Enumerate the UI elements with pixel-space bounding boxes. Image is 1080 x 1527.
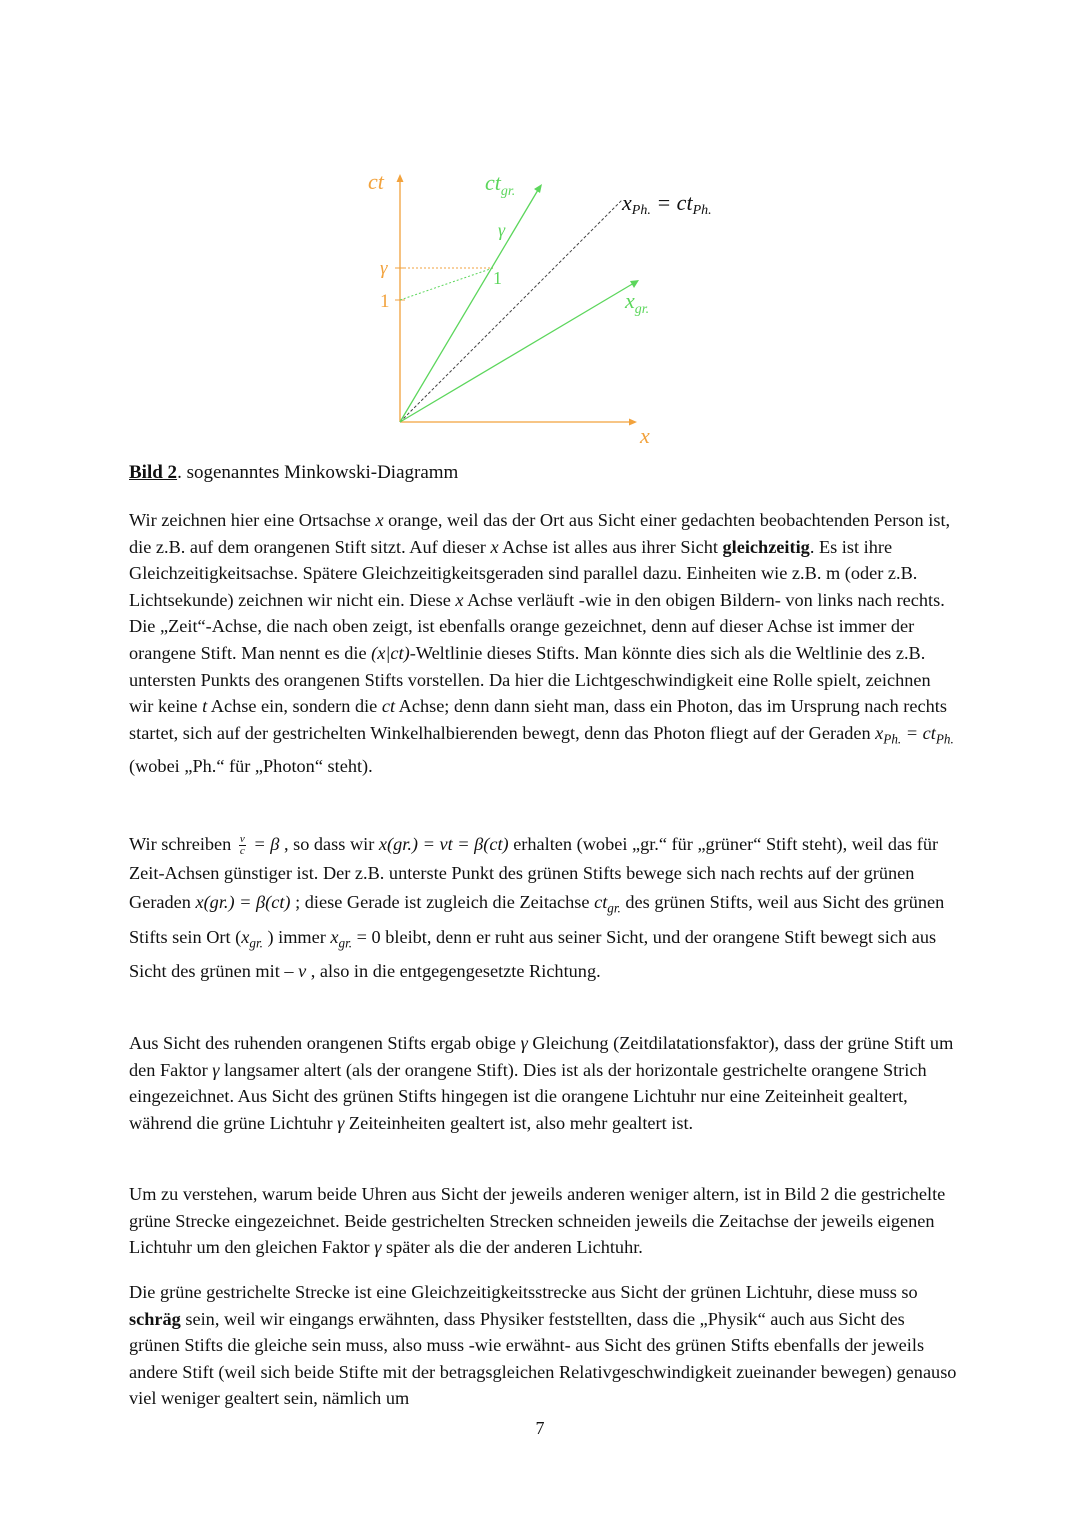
- gamma-axis-label: γ: [380, 258, 388, 279]
- paragraph-5: Die grüne gestrichelte Strecke ist eine Gleichzeitigkeitsstrecke aus Sicht der grünen Lichtuhr, diese muss so schräg sein, weil wir eingangs erwähnten, dass Physiker feststellten, dass die „Physik“ auch aus Sicht des grünen Stifts die gleiche sein muss, also muss -wie erwähnt- aus Sicht des grünen Stifts ebenfalls der jeweils andere Stift (weil sich beide Stifte mit der betragsgleichen Relativgeschwindigkeit zueinander bewegen) genauso viel weniger gealtert sein, nämlich um: [129, 1282, 957, 1409]
- ct-gr-label: $ct_{gr.}$: [485, 170, 516, 199]
- minkowski-diagram: [340, 160, 760, 450]
- figure-number: Bild 2: [129, 462, 178, 483]
- x-label: x: [640, 423, 650, 448]
- one-line-label: 1: [493, 268, 502, 288]
- fraction-v-over-c: $\frac{v}{c}$: [239, 833, 245, 858]
- x-gr-label: $x_{gr.}$: [625, 288, 650, 317]
- photon-line: [400, 200, 622, 422]
- x-axis-arrow: [629, 419, 637, 426]
- figure-caption: [129, 462, 458, 484]
- paragraph-1: Wir zeichnen hier eine Ortsachse x orange, weil das der Ort aus Sicht einer gedachten beobachtenden Person ist, die z.B. auf dem orangenen Stift sitzt. Auf dieser x Achse ist alles aus ihrer Sicht gleichzeitig. Es ist ihre Gleichzeitigkeitsachse. Spätere Gleichzeitigkeitsgeraden sind parallel dazu. Einheiten wie z.B. m (oder z.B. Lichtsekunde) zeichnen wir nicht ein. Diese x Achse verläuft -wie in den obigen Bildern- von links nach rechts. Die „Zeit“-Achse, die nach oben zeigt, ist ebenfalls orange gezeichnet, denn auf dieser Achse ist immer der orangene Stift. Man nennt es die (x|ct)-Weltlinie dieses Stifts. Man könnte dies sich als die Weltlinie des z.B. untersten Punkts des orangenen Stifts vorstellen. Da hier die Lichtgeschwindigkeit eine Rolle spielt, zeichnen wir keine t Achse ein, sondern die ct Achse; denn dann sieht man, dass ein Photon, das im Ursprung nach rechts startet, sich auf der gestrichelten Winkelhalbierenden bewegt, denn das Photon fliegt auf der Geraden $x_{Ph.} = ct_{Ph.}$ (wobei „Ph.“ für „Photon“ steht).: [129, 510, 954, 776]
- paragraph-2: Wir schreiben $\frac{v}{c}$ = β , so dass wir x(gr.) = vt = β(ct) erhalten (wobei „gr.“ für „grüner“ Stift steht), weil das für Zeit-Achsen günstiger ist. Der z.B. unterste Punkt des grünen Stifts bewege sich nach rechts auf der grünen Geraden x(gr.) = β(ct) ; diese Gerade ist zugleich die Zeitachse $ct_{gr.}$ des grünen Stifts, weil aus Sicht des grünen Stifts sein Ort ($x_{gr.}$ ) immer $x_{gr.} = 0$ bleibt, denn er ruht aus seiner Sicht, und der orangene Stift bewegt sich aus Sicht des grünen mit – v , also in die entgegengesetzte Richtung.: [129, 833, 945, 982]
- page-number: 7: [535, 1418, 545, 1438]
- one-axis-label: 1: [380, 291, 390, 312]
- photon-label: xPh. = ctPh.: [622, 190, 712, 218]
- paragraph-4: Um zu verstehen, warum beide Uhren aus Sicht der jeweils anderen weniger altern, ist in Bild 2 die gestrichelte grüne Strecke eingezeichnet. Beide gestrichelten Strecken schneiden jeweils die Zeitachse der jeweils eigenen Lichtuhr um den gleichen Faktor γ später als die der anderen Lichtuhr.: [129, 1184, 946, 1258]
- green-dashed-line: [400, 268, 493, 300]
- green-x-axis: [400, 283, 634, 422]
- green-time-axis-arrow: [534, 184, 542, 193]
- ct-axis-arrow: [397, 174, 404, 182]
- paragraph-3: Aus Sicht des ruhenden orangenen Stifts ergab obige γ Gleichung (Zeitdilatationsfaktor), dass der grüne Stift um den Faktor γ langsamer altert (als der orangene Stift). Dies ist als der horizontale gestrichelte orangene Strich eingezeichnet. Aus Sicht des grünen Stifts hingegen ist die orangene Lichtuhr nur eine Zeiteinheit gealtert, während die grüne Lichtuhr γ Zeiteinheiten gealtert ist, also mehr gealtert ist.: [129, 1033, 954, 1133]
- green-time-axis: [400, 190, 538, 422]
- caption-text: . sogenanntes Minkowski-Diagramm: [177, 462, 459, 483]
- ct-label: ct: [368, 169, 384, 194]
- gamma-line-label: γ: [498, 220, 506, 240]
